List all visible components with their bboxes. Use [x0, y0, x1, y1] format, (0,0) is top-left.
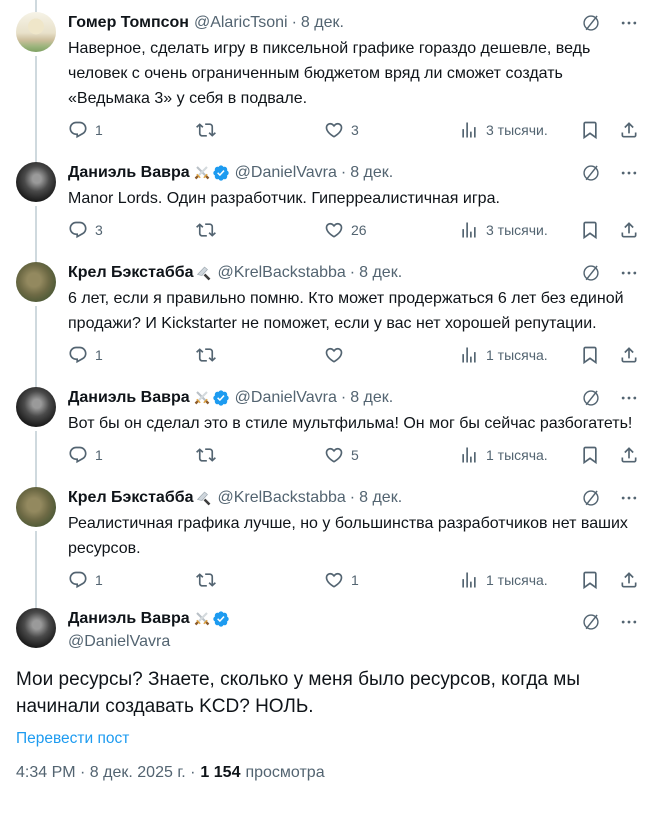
views-button[interactable]	[459, 120, 580, 140]
thread-rail	[16, 0, 56, 150]
time-and-date: 4:34 PM · 8 дек. 2025 г. ·	[16, 764, 196, 781]
views-icon	[459, 220, 479, 240]
avatar[interactable]	[16, 608, 56, 648]
views-icon	[459, 445, 479, 465]
reply-icon	[68, 120, 88, 140]
reply-count: 1	[95, 347, 103, 363]
tweet-date[interactable]: 8 дек.	[300, 14, 344, 31]
reply-button[interactable]	[68, 345, 196, 365]
more-icon[interactable]	[619, 488, 639, 508]
display-name[interactable]: Даниэль Вавра	[68, 164, 190, 181]
views-count: 3 тысячи.	[486, 122, 548, 138]
display-name[interactable]: Крел Бэкстабба	[68, 489, 194, 506]
share-icon	[619, 445, 639, 465]
grok-icon[interactable]	[581, 163, 601, 183]
repost-icon	[196, 120, 216, 140]
repost-icon	[196, 445, 216, 465]
share-icon	[619, 220, 639, 240]
thread-line	[35, 375, 37, 387]
reply-icon	[68, 445, 88, 465]
reply-count: 1	[95, 122, 103, 138]
bookmark-icon	[580, 570, 600, 590]
thread-line	[35, 150, 37, 162]
like-count: 3	[351, 122, 359, 138]
tweet-text: Manor Lords. Один разработчик. Гиперреалистичная игра.	[68, 190, 500, 207]
reply-button[interactable]	[68, 570, 196, 590]
avatar[interactable]	[16, 387, 56, 427]
timestamp-row	[16, 764, 639, 782]
tweet[interactable]	[0, 0, 655, 150]
share-button[interactable]	[619, 220, 639, 240]
repost-button[interactable]	[196, 220, 324, 240]
more-icon[interactable]	[619, 163, 639, 183]
reply-icon	[68, 220, 88, 240]
views-count: 1 тысяча.	[486, 447, 548, 463]
like-count: 26	[351, 222, 367, 238]
separator: ·	[349, 489, 356, 506]
tweet-text: Наверное, сделать игру в пиксельной графике гораздо дешевле, ведь человек с очень ограниченным бюджетом вряд ли сможет создать «Ведьмака 3» у себя в подвале.	[68, 40, 591, 107]
translate-post-link[interactable]: Перевести пост	[16, 730, 130, 747]
like-button[interactable]	[324, 570, 459, 590]
bookmark-button[interactable]	[580, 220, 600, 240]
thread-rail	[16, 250, 56, 375]
thread-line	[35, 206, 37, 250]
bookmark-icon	[580, 220, 600, 240]
user-handle[interactable]: @KrelBackstabba	[217, 264, 346, 281]
like-count: 5	[351, 447, 359, 463]
share-button[interactable]	[619, 345, 639, 365]
like-button[interactable]	[324, 220, 459, 240]
thread-rail	[16, 375, 56, 475]
thread-line	[35, 56, 37, 150]
thread-line	[35, 306, 37, 375]
more-icon[interactable]	[619, 13, 639, 33]
tweet-date[interactable]: 8 дек.	[359, 264, 403, 281]
thread-rail	[16, 475, 56, 600]
crossed-swords-emoji	[193, 610, 210, 627]
focal-tweet[interactable]	[0, 600, 655, 782]
bookmark-button[interactable]	[580, 345, 600, 365]
repost-icon	[196, 345, 216, 365]
repost-icon	[196, 570, 216, 590]
display-name[interactable]: Гомер Томпсон	[68, 14, 189, 31]
avatar[interactable]	[16, 262, 56, 302]
user-handle[interactable]: @DanielVavra	[234, 164, 337, 181]
like-button[interactable]	[324, 345, 459, 365]
views-count: 1 тысяча.	[486, 572, 548, 588]
reply-button[interactable]	[68, 220, 196, 240]
tweet[interactable]	[0, 475, 655, 600]
grok-icon[interactable]	[581, 13, 601, 33]
share-button[interactable]	[619, 445, 639, 465]
views-icon	[459, 345, 479, 365]
user-handle[interactable]: @DanielVavra	[234, 389, 337, 406]
user-handle[interactable]: @KrelBackstabba	[217, 489, 346, 506]
views-icon	[459, 120, 479, 140]
tweet-date[interactable]: 8 дек.	[350, 164, 394, 181]
bookmark-button[interactable]	[580, 445, 600, 465]
repost-button[interactable]	[196, 445, 324, 465]
tweet-date[interactable]: 8 дек.	[350, 389, 394, 406]
views-button[interactable]	[459, 445, 580, 465]
separator: ·	[349, 264, 356, 281]
view-count: 1 154	[200, 764, 241, 781]
avatar[interactable]	[16, 12, 56, 52]
user-handle[interactable]: @DanielVavra	[68, 633, 171, 650]
tweet[interactable]	[0, 250, 655, 375]
crossed-swords-emoji	[193, 164, 210, 181]
views-count: 1 тысяча.	[486, 347, 548, 363]
verified-badge	[212, 164, 230, 182]
like-button[interactable]	[324, 120, 459, 140]
tweet-text: Вот бы он сделал это в стиле мультфильма! Он мог бы сейчас разбогатеть!	[68, 415, 633, 432]
tweet[interactable]	[0, 375, 655, 475]
kitchen-knife-emoji	[196, 490, 212, 506]
repost-icon	[196, 220, 216, 240]
reply-icon	[68, 345, 88, 365]
display-name[interactable]: Даниэль Вавра	[68, 610, 190, 627]
grok-icon[interactable]	[581, 388, 601, 408]
avatar[interactable]	[16, 487, 56, 527]
bookmark-button[interactable]	[580, 120, 600, 140]
reply-button[interactable]	[68, 445, 196, 465]
thread-line	[35, 531, 37, 600]
thread-line	[35, 0, 37, 12]
bookmark-icon	[580, 120, 600, 140]
separator: ·	[340, 389, 347, 406]
kitchen-knife-emoji	[196, 265, 212, 281]
like-count: 1	[351, 572, 359, 588]
thread-rail	[16, 150, 56, 250]
like-icon	[324, 120, 344, 140]
grok-icon[interactable]	[581, 488, 601, 508]
reply-count: 1	[95, 572, 103, 588]
separator: ·	[340, 164, 347, 181]
display-name[interactable]: Крел Бэкстабба	[68, 264, 194, 281]
repost-button[interactable]	[196, 570, 324, 590]
thread-line	[35, 600, 37, 608]
thread-line	[35, 475, 37, 487]
views-button[interactable]	[459, 345, 580, 365]
view-count-label: просмотра	[245, 764, 325, 781]
reply-button[interactable]	[68, 120, 196, 140]
like-icon	[324, 220, 344, 240]
bookmark-button[interactable]	[580, 570, 600, 590]
grok-icon[interactable]	[581, 263, 601, 283]
thread-line	[35, 250, 37, 262]
reply-count: 3	[95, 222, 103, 238]
share-icon	[619, 570, 639, 590]
share-button[interactable]	[619, 570, 639, 590]
tweet-text: Мои ресурсы? Знаете, сколько у меня было ресурсов, когда мы начинали создавать KCD? НОЛЬ.	[16, 669, 580, 717]
views-count: 3 тысячи.	[486, 222, 548, 238]
thread-line	[35, 431, 37, 475]
verified-badge	[212, 389, 230, 407]
views-icon	[459, 570, 479, 590]
reply-icon	[68, 570, 88, 590]
reply-count: 1	[95, 447, 103, 463]
bookmark-icon	[580, 345, 600, 365]
share-icon	[619, 120, 639, 140]
like-icon	[324, 570, 344, 590]
more-icon[interactable]	[619, 612, 639, 632]
avatar[interactable]	[16, 162, 56, 202]
bookmark-icon	[580, 445, 600, 465]
share-icon	[619, 345, 639, 365]
separator: ·	[291, 14, 297, 31]
repost-button[interactable]	[196, 120, 324, 140]
like-icon	[324, 445, 344, 465]
views-button[interactable]	[459, 570, 580, 590]
more-icon[interactable]	[619, 388, 639, 408]
like-icon	[324, 345, 344, 365]
display-name[interactable]: Даниэль Вавра	[68, 389, 190, 406]
views-button[interactable]	[459, 220, 580, 240]
like-button[interactable]	[324, 445, 459, 465]
tweet-text: Реалистичная графика лучше, но у большинства разработчиков нет ваших ресурсов.	[68, 515, 628, 557]
tweet-text: 6 лет, если я правильно помню. Кто может продержаться 6 лет без единой продажи? И Kickstarter не поможет, если у вас нет хорошей репутации.	[68, 290, 624, 332]
thread-rail	[16, 600, 56, 648]
user-handle[interactable]: @AlaricTsoni	[193, 14, 288, 31]
grok-icon[interactable]	[581, 612, 601, 632]
share-button[interactable]	[619, 120, 639, 140]
crossed-swords-emoji	[193, 389, 210, 406]
tweet[interactable]	[0, 150, 655, 250]
repost-button[interactable]	[196, 345, 324, 365]
tweet-date[interactable]: 8 дек.	[359, 489, 403, 506]
more-icon[interactable]	[619, 263, 639, 283]
verified-badge	[212, 610, 230, 628]
